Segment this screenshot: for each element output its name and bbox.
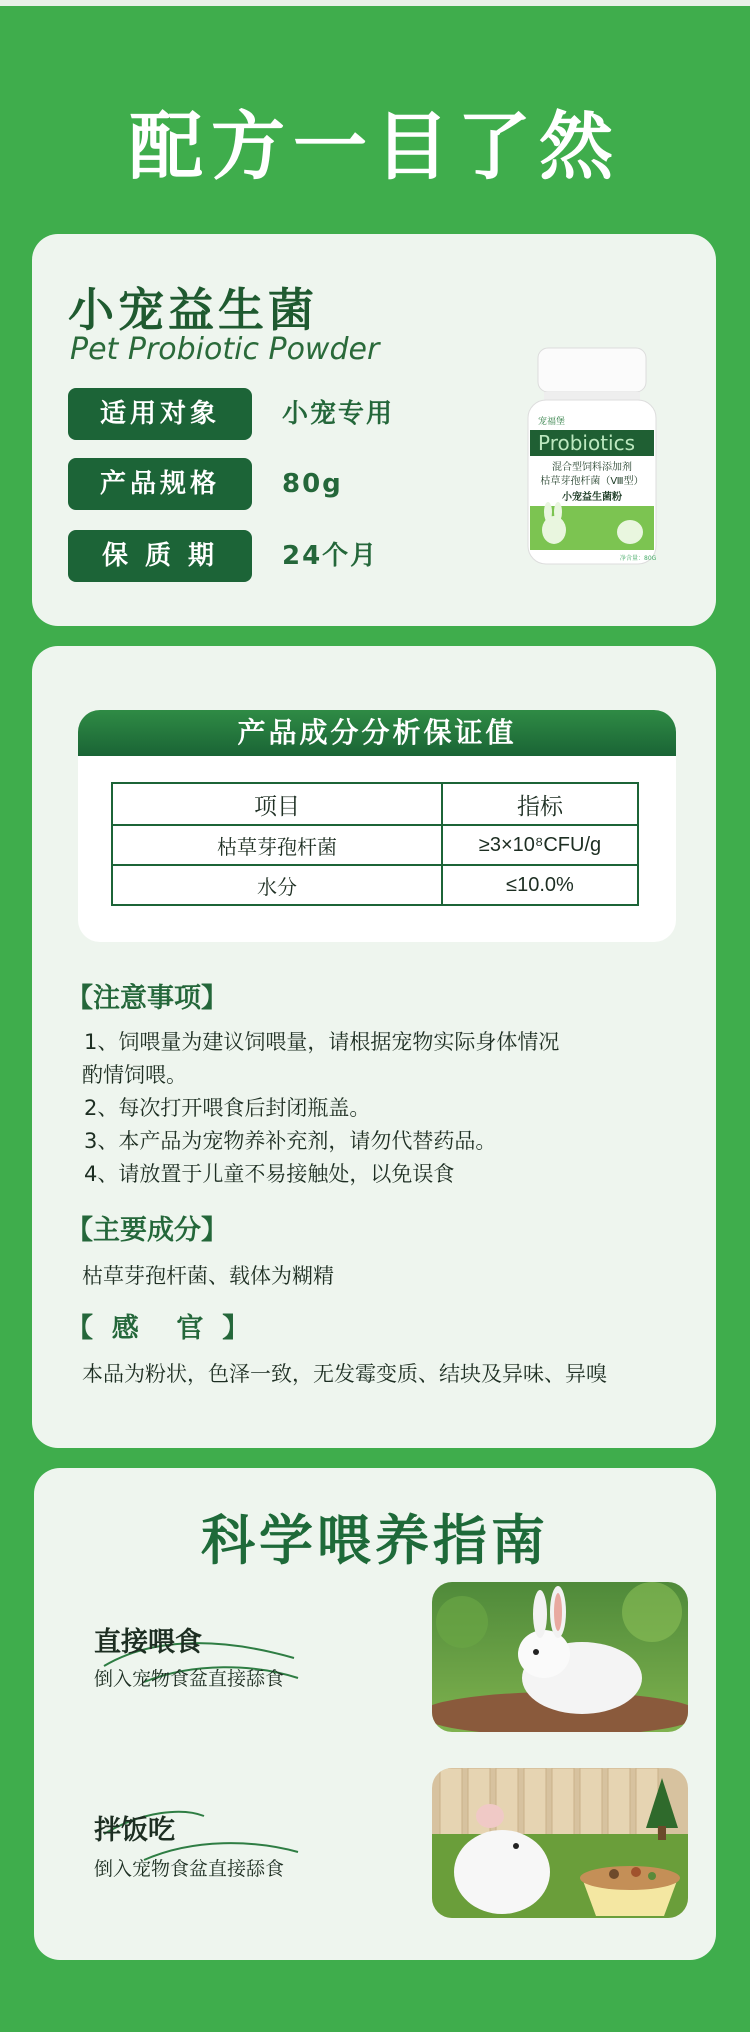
product-bottle-image xyxy=(524,346,660,568)
bottle-line3: 小宠益生菌粉 xyxy=(562,492,622,503)
notes-title: 【注意事项】 xyxy=(66,983,228,1014)
analysis-table xyxy=(111,782,639,906)
feed-method-desc: 倒入宠物食盆直接舔食 xyxy=(94,1668,285,1690)
bottle-net-weight: 净含量：80G xyxy=(620,555,657,562)
table-header-cell: 指标 xyxy=(442,783,638,825)
feed-method-desc: 倒入宠物食盆直接舔食 xyxy=(94,1858,285,1880)
analysis-panel xyxy=(78,710,676,942)
feed-method-title: 直接喂食 xyxy=(94,1627,202,1658)
table-cell: ≥3×10⁸CFU/g xyxy=(442,825,638,865)
table-header-row xyxy=(112,783,638,825)
analysis-title: 产品成分分析保证值 xyxy=(78,710,676,756)
bottle-line1: 混合型饲料添加剂 xyxy=(552,462,632,473)
table-cell: ≤10.0% xyxy=(442,865,638,905)
notes-line: 1、饲喂量为建议饲喂量，请根据宠物实际身体情况 xyxy=(84,1030,560,1054)
notes-line: 酌情饲喂。 xyxy=(82,1063,187,1087)
bottle-brand: 宠福堡 xyxy=(538,417,566,427)
table-row xyxy=(112,865,638,905)
spec-value: 80g xyxy=(282,469,343,499)
spec-label: 保 质 期 xyxy=(68,530,252,582)
bottle-band-text: Probiotics xyxy=(538,431,636,455)
spec-value: 24个月 xyxy=(282,541,379,571)
guide-title: 科学喂养指南 xyxy=(201,1509,549,1572)
feeding-guide-card xyxy=(34,1468,716,1960)
page-title: 配方一目了然 xyxy=(129,104,621,190)
feed-method-title: 拌饭吃 xyxy=(94,1815,175,1846)
sensory-title: 【 感 官 】 xyxy=(66,1313,250,1344)
sensory-text: 本品为粉状，色泽一致，无发霉变质、结块及异味、异嗅 xyxy=(82,1362,607,1386)
notes-line: 2、每次打开喂食后封闭瓶盖。 xyxy=(84,1096,371,1120)
product-info-card xyxy=(32,234,716,626)
ingredients-title: 【主要成分】 xyxy=(66,1215,228,1246)
ingredients-text: 枯草芽孢杆菌、载体为糊精 xyxy=(82,1264,334,1288)
table-row xyxy=(112,825,638,865)
spec-label: 适用对象 xyxy=(68,388,252,440)
table-cell: 水分 xyxy=(112,865,442,905)
table-header-cell: 项目 xyxy=(112,783,442,825)
bottle-line2: 枯草芽孢杆菌（Ⅷ型） xyxy=(540,476,644,487)
table-cell: 枯草芽孢杆菌 xyxy=(112,825,442,865)
product-english-name: Pet Probiotic Powder xyxy=(70,332,380,367)
rabbit-photo xyxy=(432,1582,688,1732)
spec-value: 小宠专用 xyxy=(282,399,395,429)
product-name: 小宠益生菌 xyxy=(68,283,318,337)
notes-line: 4、请放置于儿童不易接触处，以免误食 xyxy=(84,1162,455,1186)
hamster-photo xyxy=(432,1768,688,1918)
spec-label: 产品规格 xyxy=(68,458,252,510)
details-card xyxy=(32,646,716,1448)
notes-line: 3、本产品为宠物养补充剂，请勿代替药品。 xyxy=(84,1129,497,1153)
top-divider xyxy=(0,0,750,6)
